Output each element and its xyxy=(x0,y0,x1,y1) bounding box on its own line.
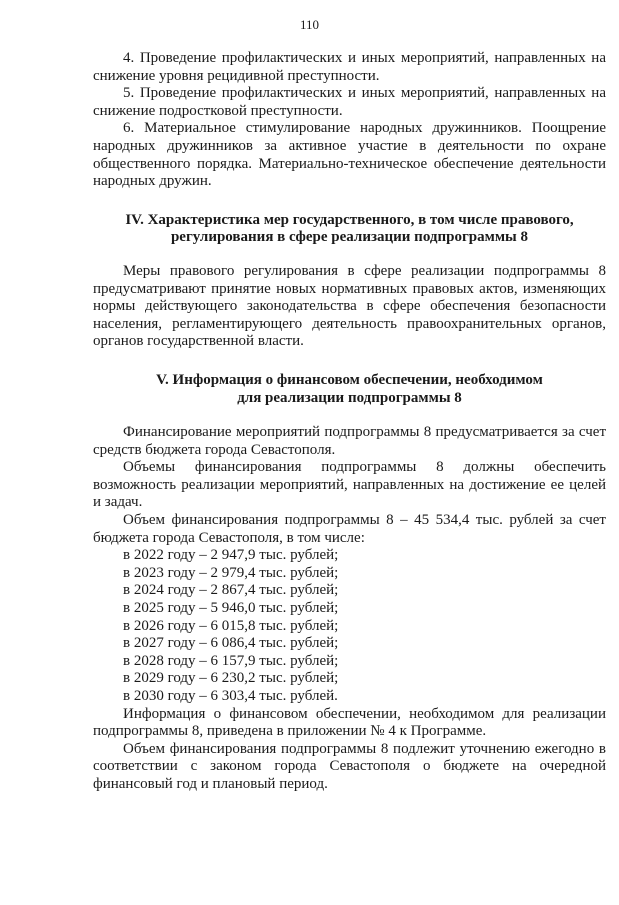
funding-year-item: в 2026 году – 6 015,8 тыс. рублей; xyxy=(123,617,339,634)
funding-by-year-list xyxy=(93,547,606,705)
section-5-heading-line2: для реализации подпрограммы 8 xyxy=(237,389,462,406)
section-5-paragraph-4: Информация о финансовом обеспечении, необходимом для реализации подпрограммы 8, приведена в приложении № 4 к Программе. xyxy=(93,705,606,740)
section-5-heading xyxy=(93,372,606,407)
page-number: 110 xyxy=(299,17,320,32)
list-item: 6. Материальное стимулирование народных дружинников. Поощрение народных дружинников за активное участие в деятельности по охране общественного порядка. Материально-техническое обеспечение деятельности народных дружин. xyxy=(93,120,606,190)
section-4-heading-line1: IV. Характеристика мер государственного, в том числе правового, xyxy=(125,211,574,228)
funding-year-item: в 2025 году – 5 946,0 тыс. рублей; xyxy=(123,600,339,617)
page-content xyxy=(93,50,606,794)
funding-year-item: в 2030 году – 6 303,4 тыс. рублей. xyxy=(123,688,338,704)
section-4-heading-line2: регулирования в сфере реализации подпрограммы 8 xyxy=(170,229,529,246)
funding-year-item: в 2028 году – 6 157,9 тыс. рублей; xyxy=(123,652,339,669)
section-4-heading xyxy=(93,212,606,247)
section-5-heading-line1: V. Информация о финансовом обеспечении, необходимом xyxy=(156,371,543,388)
funding-year-item: в 2024 году – 2 867,4 тыс. рублей; xyxy=(123,582,339,599)
funding-year-item: в 2029 году – 6 230,2 тыс. рублей; xyxy=(123,670,339,687)
section-5-paragraph-5: Объем финансирования подпрограммы 8 подлежит уточнению ежегодно в соответствии с законом города Севастополя о бюджете на очередной финансовый год и плановый период. xyxy=(93,740,606,792)
funding-year-item: в 2023 году – 2 979,4 тыс. рублей; xyxy=(123,564,339,581)
section-4-paragraph: Меры правового регулирования в сфере реализации подпрограммы 8 предусматривают принятие новых нормативных правовых актов, изменяющих нормы действующего законодательства в сфере обеспечения безопасности населения, регламентирующего деятельность правоохранительных органов, органов государственной власти. xyxy=(93,262,606,350)
section-5-paragraph-1: Финансирование мероприятий подпрограммы 8 предусматривается за счет средств бюджета города Севастополя. xyxy=(93,424,606,458)
funding-year-item: в 2027 году – 6 086,4 тыс. рублей; xyxy=(123,635,339,652)
list-item: 5. Проведение профилактических и иных мероприятий, направленных на снижение подростковой преступности. xyxy=(93,85,606,119)
section-5-paragraph-3: Объем финансирования подпрограммы 8 – 45 534,4 тыс. рублей за счет бюджета города Севастополя, в том числе: xyxy=(93,512,606,546)
list-item: 4. Проведение профилактических и иных мероприятий, направленных на снижение уровня рецидивной преступности. xyxy=(93,50,606,84)
funding-year-item: в 2022 году – 2 947,9 тыс. рублей; xyxy=(123,547,339,564)
section-5-paragraph-2: Объемы финансирования подпрограммы 8 должны обеспечить возможность реализации мероприятий, направленных на достижение ее целей и задач. xyxy=(93,459,606,511)
